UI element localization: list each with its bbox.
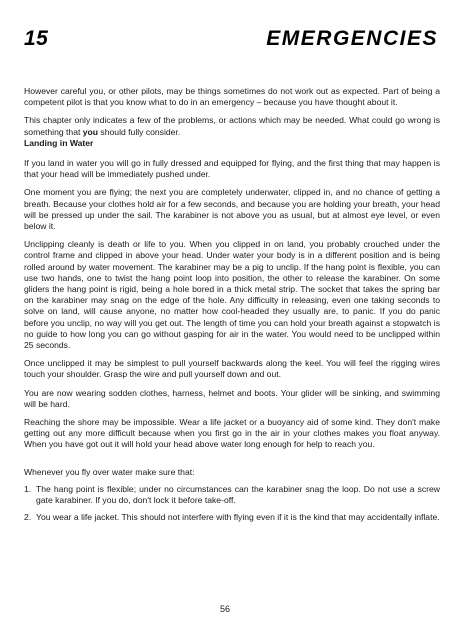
checklist-item: 1. The hang point is flexible; under no circumstances can the karabiner snag the loop. Do not use a screw gate karabiner. If you do, don't lock it before take-off. xyxy=(24,483,440,506)
body-paragraph: If you land in water you will go in fully dressed and equipped for flying, and the first thing that may happen is that your head will be immediately pushed under. xyxy=(24,158,440,180)
intro-paragraph: This chapter only indicates a few of the problems, or actions which may be needed. What could go wrong is something that you should fully consider. xyxy=(24,115,440,137)
chapter-header xyxy=(24,27,438,51)
checklist-intro: Whenever you fly over water make sure that: xyxy=(24,466,195,477)
chapter-title: EMERGENCIES xyxy=(266,27,438,50)
page-number: 56 xyxy=(219,604,230,614)
body-paragraph: Reaching the shore may be impossible. Wear a life jacket or a buoyancy aid of some kind. They don't make getting out any more difficult because when you first go in the air in your clothes makes you float anyway. When you have got out it will hold your head above water long enough for help to reach you. xyxy=(24,417,440,450)
body-paragraph: You are now wearing sodden clothes, harness, helmet and boots. Your glider will be sinking, and swimming will be hard. xyxy=(24,387,440,409)
section-heading: Landing in Water xyxy=(24,137,94,148)
page-body xyxy=(24,86,440,530)
checklist xyxy=(24,484,440,524)
intro-paragraph: However careful you, or other pilots, may be things sometimes do not work out as expected. Part of being a competent pilot is that you know what to do in an emergency – because you have thought about it. xyxy=(24,86,440,108)
body-paragraph: Once unclipped it may be simplest to pull yourself backwards along the keel. You will feel the rigging wires touch your shoulder. Grasp the wire and pull yourself down and out. xyxy=(24,358,440,380)
chapter-number: 15 xyxy=(24,27,49,50)
body-paragraph: Unclipping cleanly is death or life to you. When you clipped in on land, you probably crouched under the control frame and clipped in above your head. Under water your body is in a different position and is being rolled around by water movement. The karabiner may be a pig to unclip. If the hang point is flexible, you can use two hands, one to twist the hang point loop into position, the other to release the karabiner. On some gliders the hang point is rigid, being a hole bored in a thick metal strip. The socket that takes the spring bar on the karabiner may snag on the edge of the hole. Any difficulty in releasing, even one taking seconds to solve on land, will cause anyone, no matter how cool-headed they usually are, to panic. If you do panic before you unclip, no way will you get out. The length of time you can hold your breath against a stopwatch is no guide to how long you can go without gasping for air in the water. You would need to be unclipped within 25 seconds. xyxy=(24,239,440,351)
checklist-item: 2. You wear a life jacket. This should not interfere with flying even if it is the kind that may accidentally inflate. xyxy=(24,512,440,523)
emphasis-you: you xyxy=(82,126,99,137)
body-paragraph: One moment you are flying; the next you are completely underwater, clipped in, and no chance of getting a breath. Because your clothes hold air for a few seconds, and because you are holding your breath, your head will be pressed up under the sail. The karabiner is not above you as usual, but at almost eye level, or even below it. xyxy=(24,187,440,232)
